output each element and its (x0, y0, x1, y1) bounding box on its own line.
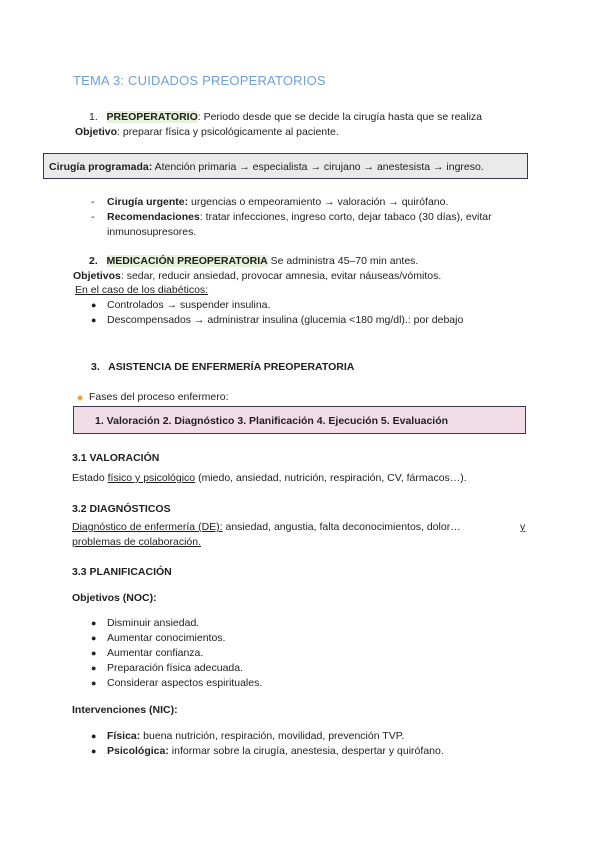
planificacion-heading: 3.3 PLANIFICACIÓN (72, 566, 172, 578)
valoracion-post: (miedo, ansiedad, nutrición, respiración, CV, fármacos…). (195, 472, 467, 484)
dash-item-continuation: inmunosupresores. (107, 226, 197, 238)
diamond-bullet-icon: ◆ (77, 393, 84, 402)
section-3-line (91, 361, 354, 373)
noc-item: Preparación física adecuada. (107, 662, 244, 674)
dash-marker: - (91, 211, 95, 223)
section-1-heading: PREOPERATORIO (106, 111, 198, 123)
valoracion-underlined: físico y psicológico (107, 472, 196, 484)
bullet-marker: ● (91, 300, 97, 310)
programada-label: Cirugía programada: (49, 161, 153, 173)
bullet-marker: ● (91, 678, 97, 688)
bullet-marker: ● (91, 315, 97, 325)
nic-item (107, 745, 444, 757)
section-1-line (89, 111, 482, 123)
diagnosticos-line-end: y (520, 521, 526, 533)
nic-item-text: informar sobre la cirugía, anestesia, despertar y quirófano. (168, 745, 444, 757)
section-2-number: 2. (89, 255, 98, 267)
fases-text: Fases del proceso enfermero: (89, 391, 229, 403)
objetivos-line (73, 270, 441, 282)
section-1-number: 1. (89, 111, 98, 123)
diabetic-bullet: Controlados → suspender insulina. (107, 299, 271, 311)
fases-box (73, 406, 526, 434)
objetivo-line (75, 126, 339, 138)
objetivo-label: Objetivo (75, 126, 118, 138)
diagnosticos-label: Diagnóstico de enfermería (DE): (72, 521, 223, 533)
diabetic-bullet: Descompensados → administrar insulina (glucemia <180 mg/dl).: por debajo (107, 314, 464, 326)
bullet-marker: ● (91, 618, 97, 628)
nic-item-label: Física: (107, 730, 141, 742)
programada-box (43, 153, 528, 179)
objetivo-text: : preparar física y psicológicamente al paciente. (117, 126, 339, 138)
nic-item (107, 730, 404, 742)
noc-item: Aumentar conocimientos. (107, 632, 226, 644)
diagnosticos-text: ansiedad, angustia, falta deconocimientos, dolor… (222, 521, 461, 533)
section-3-heading: ASISTENCIA DE ENFERMERÍA PREOPERATORIA (108, 361, 355, 373)
bullet-marker: ● (91, 663, 97, 673)
noc-heading: Objetivos (NOC): (72, 592, 157, 604)
page-title: TEMA 3: CUIDADOS PREOPERATORIOS (73, 73, 326, 88)
bullet-marker: ● (91, 746, 97, 756)
noc-item: Aumentar confianza. (107, 647, 204, 659)
valoracion-heading: 3.1 VALORACIÓN (72, 452, 160, 464)
bullet-marker: ● (91, 731, 97, 741)
section-2-heading: MEDICACIÓN PREOPERATORIA (106, 255, 268, 267)
fases-box-text: 1. Valoración 2. Diagnóstico 3. Planificación 4. Ejecución 5. Evaluación (95, 415, 449, 427)
section-1-text: : Periodo desde que se decide la cirugía hasta que se realiza (197, 111, 483, 123)
objetivos-label: Objetivos (73, 270, 121, 282)
valoracion-pre: Estado (72, 472, 108, 484)
dash-item-label: Recomendaciones (107, 211, 200, 223)
dash-item (107, 211, 492, 223)
objetivos-text: : sedar, reducir ansiedad, provocar amnesia, evitar náuseas/vómitos. (120, 270, 442, 282)
programada-text: Atención primaria → especialista → cirujano → anestesista → ingreso. (152, 161, 484, 173)
diagnosticos-line-2: problemas de colaboración. (72, 536, 201, 548)
dash-item-text: urgencias o empeoramiento → valoración → quirófano. (188, 196, 449, 208)
diagnosticos-heading: 3.2 DIAGNÓSTICOS (72, 503, 171, 515)
dash-item (107, 196, 448, 208)
bullet-marker: ● (91, 633, 97, 643)
diabetic-heading: En el caso de los diabéticos: (75, 284, 209, 296)
valoracion-text (72, 472, 467, 484)
bullet-marker: ● (91, 648, 97, 658)
dash-item-label: Cirugía urgente: (107, 196, 189, 208)
dash-item-text: : tratar infecciones, ingreso corto, dejar tabaco (30 días), evitar (199, 211, 492, 223)
dash-marker: - (91, 196, 95, 208)
noc-item: Disminuir ansiedad. (107, 617, 200, 629)
nic-item-text: buena nutrición, respiración, movilidad, prevención TVP. (140, 730, 405, 742)
diagnosticos-line-1 (72, 521, 461, 533)
nic-heading: Intervenciones (NIC): (72, 704, 178, 716)
section-3-number: 3. (91, 361, 100, 373)
nic-item-label: Psicológica: (107, 745, 169, 757)
section-2-text: Se administra 45–70 min antes. (267, 255, 419, 267)
section-2-line (89, 255, 418, 267)
noc-item: Considerar aspectos espirituales. (107, 677, 263, 689)
